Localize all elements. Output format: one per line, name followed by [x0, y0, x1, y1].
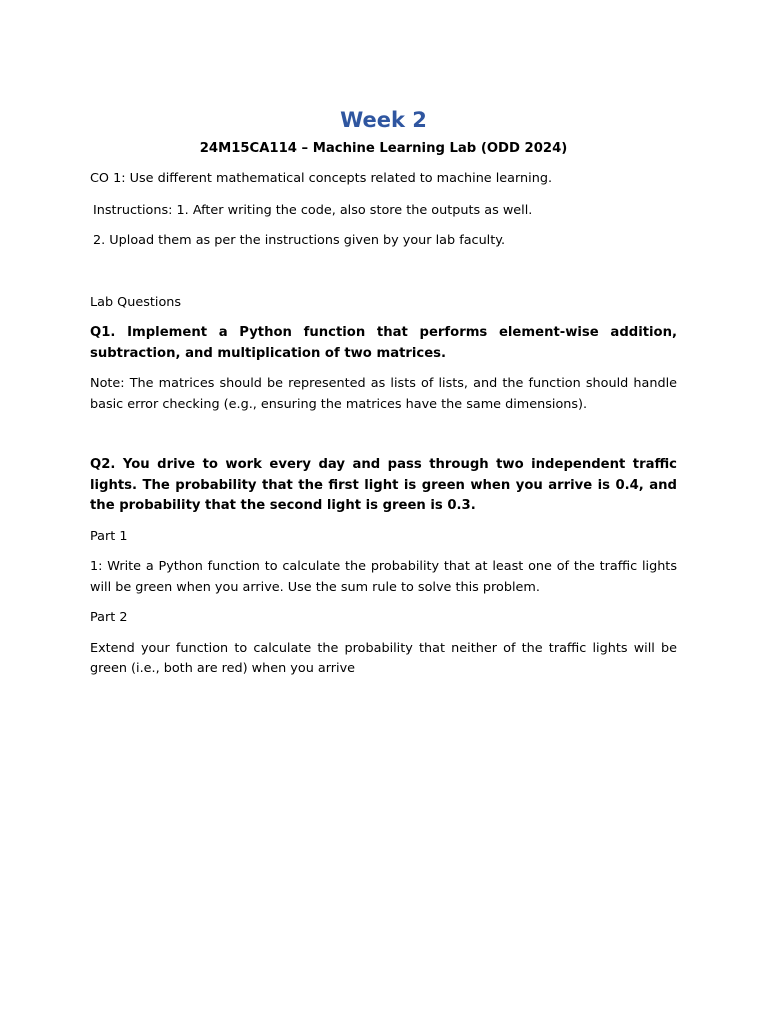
course-outcome: CO 1: Use different mathematical concepts related to machine learning. [90, 171, 553, 186]
part-1-label: Part 1 [90, 528, 128, 544]
instructions-line-2: 2. Upload them as per the instructions given by your lab faculty. [93, 233, 506, 248]
part-1-text: 1: Write a Python function to calculate the probability that at least one of the traffic lights will be green when you arrive. Use the sum rule to solve this problem. [90, 559, 677, 595]
part-2-label: Part 2 [90, 610, 128, 625]
question-2: Q2. You drive to work every day and pass through two independent traffic lights. The probability that the first light is green when you arrive is 0.4, and the probability that the second light is green is 0.3. [90, 457, 677, 513]
document-page [90, 100, 677, 680]
part-2-text: Extend your function to calculate the probability that neither of the traffic lights will be green (i.e., both are red) when you arrive [90, 640, 677, 676]
course-heading: 24M15CA114 – Machine Learning Lab (ODD 2024) [199, 141, 568, 156]
question-1: Q1. Implement a Python function that performs element-wise addition, subtraction, and multiplication of two matrices. [90, 325, 677, 361]
instructions-line-1: Instructions: 1. After writing the code, also store the outputs as well. [93, 202, 533, 218]
lab-questions-label: Lab Questions [90, 294, 182, 310]
page-title: Week 2 [340, 108, 427, 132]
question-1-note: Note: The matrices should be represented as lists of lists, and the function should handle basic error checking (e.g., ensuring the matrices have the same dimensions). [90, 376, 677, 412]
